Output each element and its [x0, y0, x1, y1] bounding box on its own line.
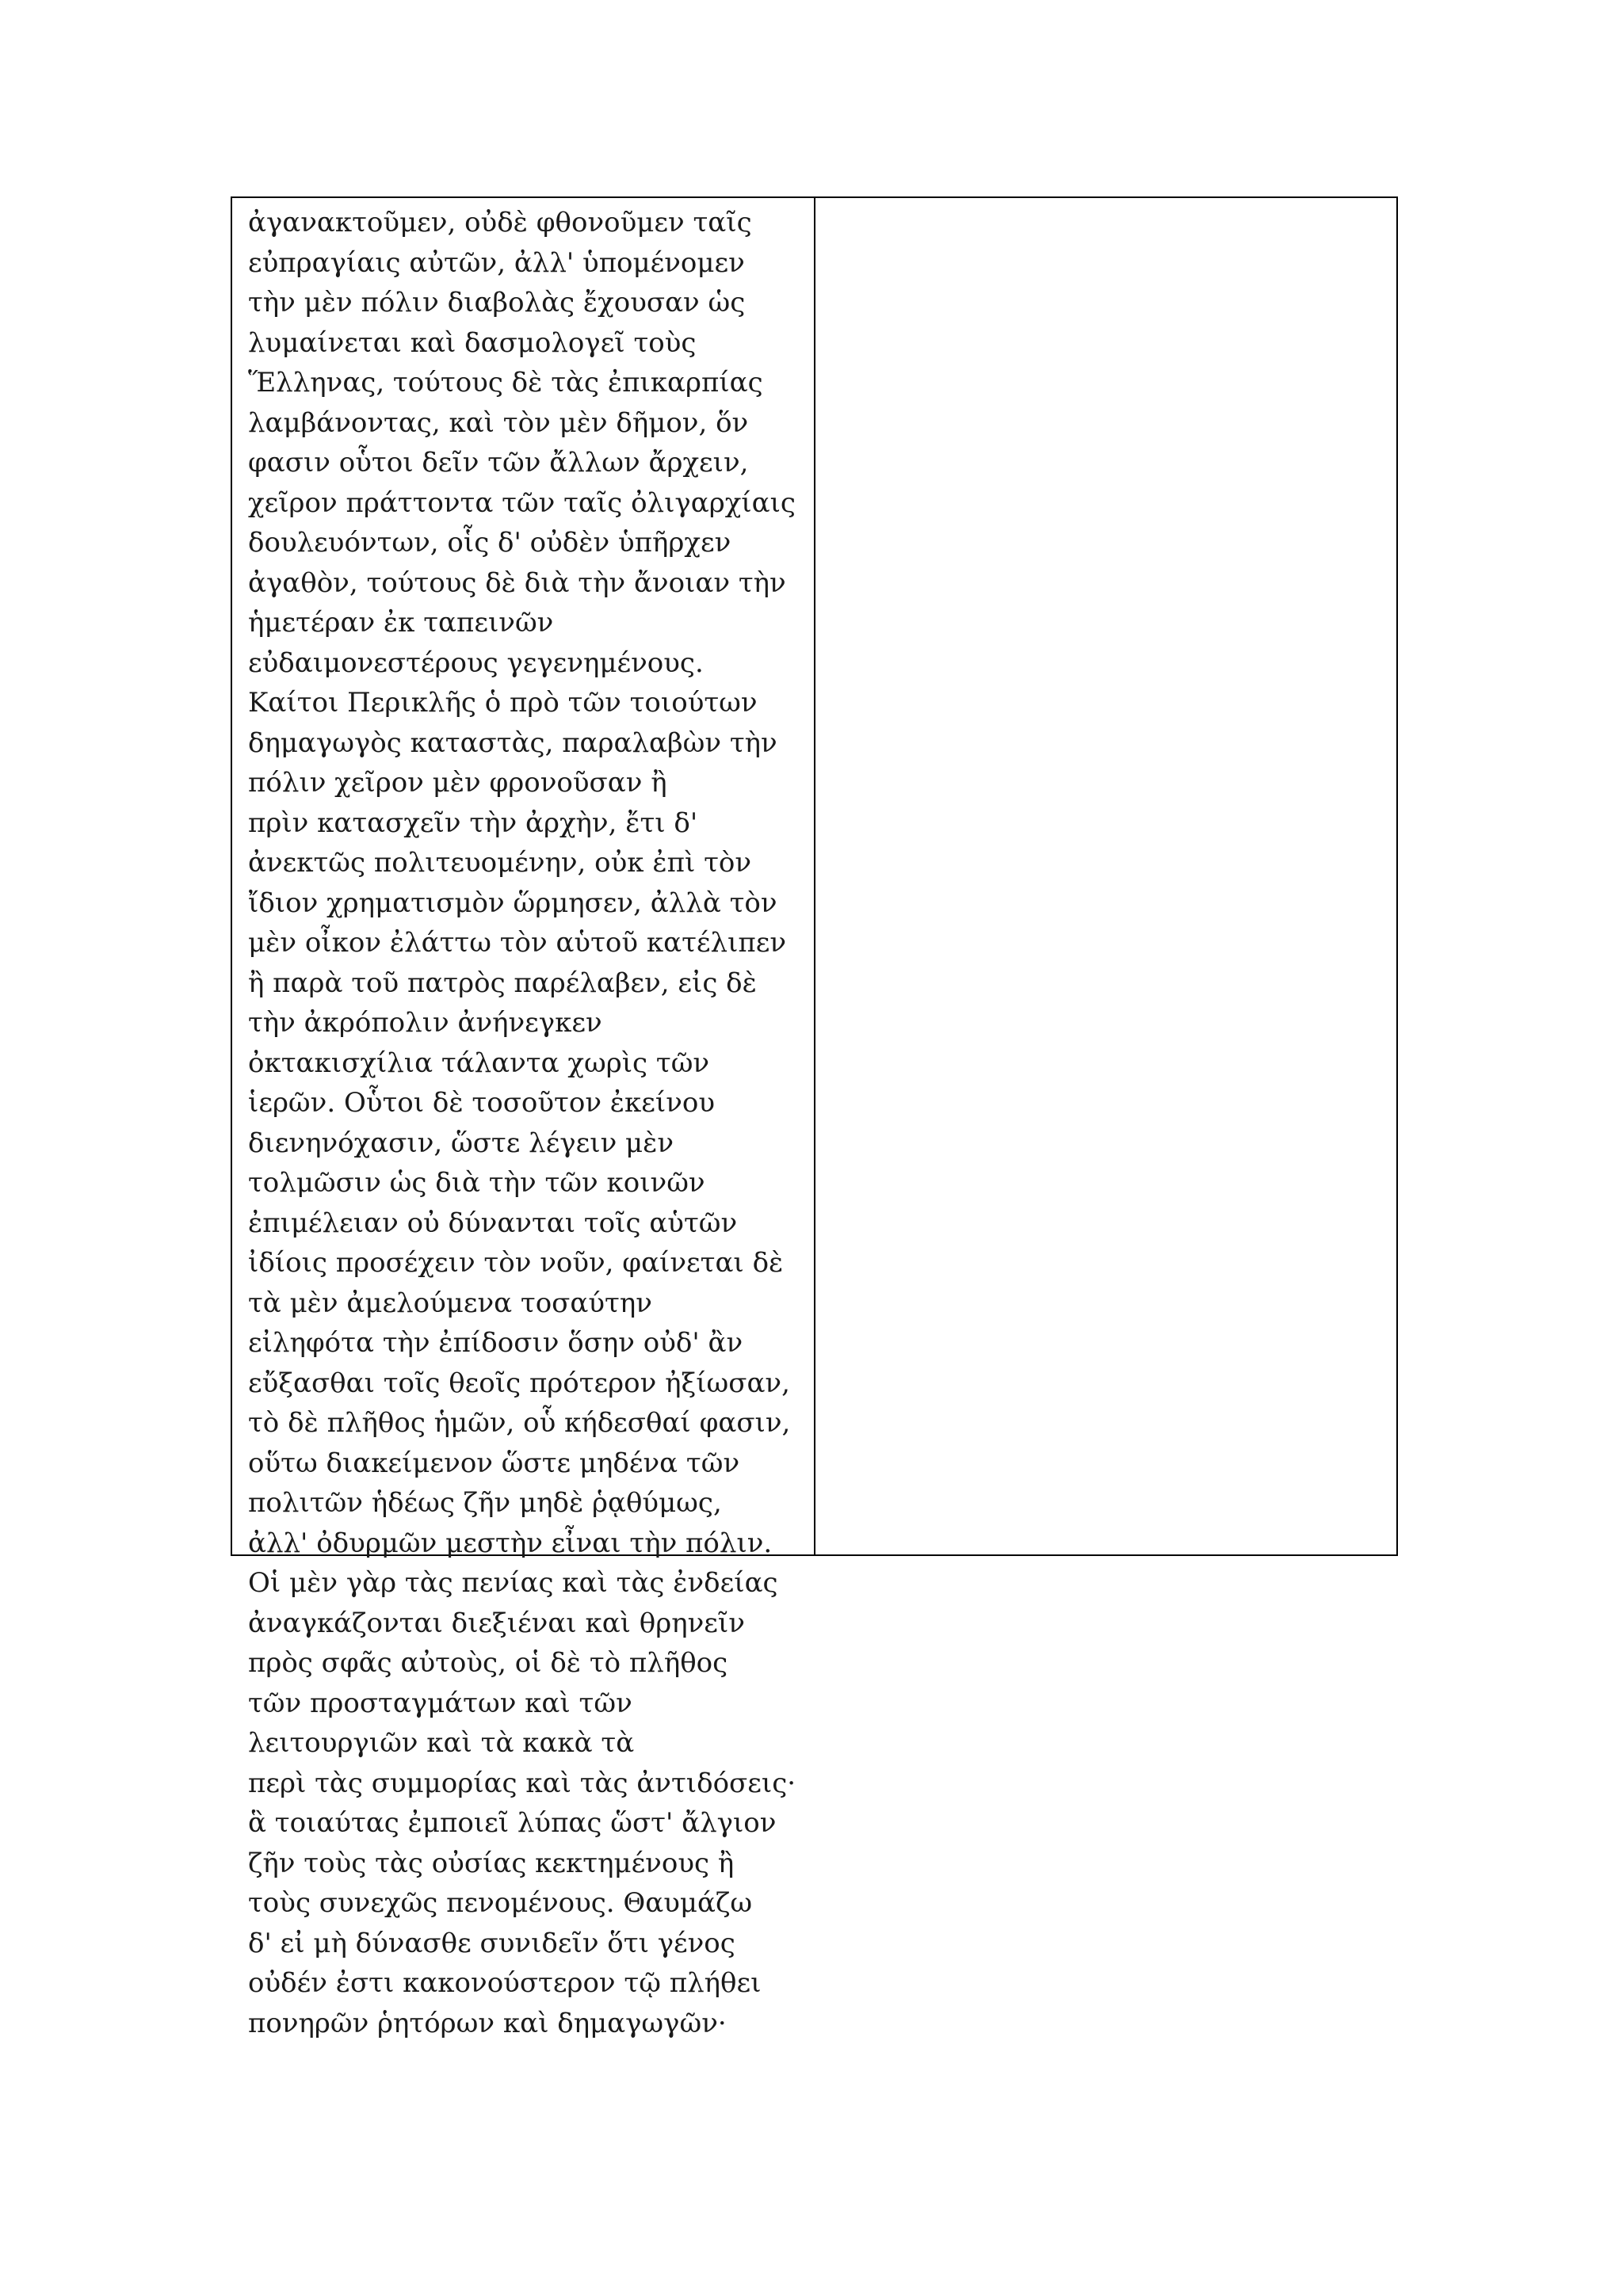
text-line: τὴν ἀκρόπολιν ἀνήνεγκεν	[248, 1007, 602, 1039]
text-line: ἀναγκάζονται διεξιέναι καὶ θρηνεῖν	[248, 1607, 745, 1639]
text-line: οὕτω διακείμενον ὥστε μηδένα τῶν	[248, 1447, 740, 1479]
text-line: τὴν μὲν πόλιν διαβολὰς ἔχουσαν ὡς	[248, 287, 746, 318]
text-line: πονηρῶν ῥητόρων καὶ δημαγωγῶν·	[248, 2007, 727, 2039]
text-line: χεῖρον πράττοντα τῶν ταῖς ὀλιγαρχίαις	[248, 486, 796, 519]
text-table	[231, 196, 1398, 2039]
text-line: τῶν προσταγμάτων καὶ τῶν	[248, 1687, 632, 1719]
text-line: πολιτῶν ἡδέως ζῆν μηδὲ ῥᾳθύμως,	[248, 1487, 722, 1519]
text-line: λειτουργιῶν καὶ τὰ κακὰ τὰ	[248, 1727, 635, 1759]
text-line: ἃ τοιαύτας ἐμποιεῖ λύπας ὥστ' ἄλγιον	[248, 1807, 777, 1839]
translation-cell	[815, 198, 1396, 1554]
text-line: ἱερῶν. Οὗτοι δὲ τοσοῦτον ἐκείνου	[248, 1087, 716, 1119]
text-line: φασιν οὗτοι δεῖν τῶν ἄλλων ἄρχειν,	[248, 447, 749, 479]
text-line: δ' εἰ μὴ δύνασθε συνιδεῖν ὅτι γένος	[248, 1927, 735, 1959]
text-line: εὐδαιμονεστέρους γεγενημένους.	[248, 646, 704, 679]
text-line: ἰδίοις προσέχειν τὸν νοῦν, φαίνεται δὲ	[248, 1247, 784, 1279]
text-line: ἀλλ' ὀδυρμῶν μεστὴν εἶναι τὴν πόλιν.	[248, 1527, 773, 1559]
text-line: ζῆν τοὺς τὰς οὐσίας κεκτημένους ἢ	[248, 1847, 735, 1879]
text-line: μὲν οἶκον ἐλάττω τὸν αὑτοῦ κατέλιπεν	[248, 927, 787, 959]
text-line: εὐπραγίαις αὐτῶν, ἀλλ' ὑπομένομεν	[248, 246, 745, 279]
text-line: ἀγανακτοῦμεν, οὐδὲ φθονοῦμεν ταῖς	[248, 207, 752, 238]
text-line: ἢ παρὰ τοῦ πατρὸς παρέλαβεν, εἰς δὲ	[248, 967, 757, 999]
text-line: διενηνόχασιν, ὥστε λέγειν μὲν	[248, 1127, 674, 1159]
greek-text-cell	[232, 198, 815, 2039]
text-line: περὶ τὰς συμμορίας καὶ τὰς ἀντιδόσεις·	[248, 1767, 796, 1799]
text-line: τὰ μὲν ἀμελούμενα τοσαύτην	[248, 1287, 652, 1319]
text-line: Καίτοι Περικλῆς ὁ πρὸ τῶν τοιούτων	[248, 687, 758, 719]
text-line: πόλιν χεῖρον μὲν φρονοῦσαν ἢ	[248, 767, 667, 799]
text-line: Οἱ μὲν γὰρ τὰς πενίας καὶ τὰς ἐνδείας	[248, 1567, 778, 1599]
text-line: Ἕλληνας, τούτους δὲ τὰς ἐπικαρπίας	[248, 367, 763, 399]
text-line: πρὶν κατασχεῖν τὴν ἀρχὴν, ἔτι δ'	[248, 807, 698, 839]
text-line: ὀκτακισχίλια τάλαντα χωρὶς τῶν	[248, 1047, 710, 1079]
text-line: τολμῶσιν ὡς διὰ τὴν τῶν κοινῶν	[248, 1167, 705, 1199]
text-line: ἴδιον χρηματισμὸν ὥρμησεν, ἀλλὰ τὸν	[248, 887, 777, 919]
text-line: ἀνεκτῶς πολιτευομένην, οὐκ ἐπὶ τὸν	[248, 847, 752, 879]
text-line: τοὺς συνεχῶς πενομένους. Θαυμάζω	[248, 1887, 753, 1919]
text-line: ἡμετέραν ἐκ ταπεινῶν	[248, 607, 554, 639]
text-line: οὐδέν ἐστι κακονούστερον τῷ πλήθει	[248, 1967, 762, 1999]
text-line: τὸ δὲ πλῆθος ἡμῶν, οὗ κήδεσθαί φασιν,	[248, 1407, 791, 1439]
text-line: λυμαίνεται καὶ δασμολογεῖ τοὺς	[248, 326, 697, 359]
text-line: ἀγαθὸν, τούτους δὲ διὰ τὴν ἄνοιαν τὴν	[248, 566, 786, 599]
text-line: δουλευόντων, οἷς δ' οὐδὲν ὑπῆρχεν	[248, 527, 731, 559]
text-line: ἐπιμέλειαν οὐ δύνανται τοῖς αὑτῶν	[248, 1207, 738, 1239]
text-line: λαμβάνοντας, καὶ τὸν μὲν δῆμον, ὅν	[248, 406, 749, 439]
text-line: δημαγωγὸς καταστὰς, παραλαβὼν τὴν	[248, 727, 777, 759]
text-line: εἰληφότα τὴν ἐπίδοσιν ὅσην οὐδ' ἂν	[248, 1327, 743, 1359]
text-line: εὔξασθαι τοῖς θεοῖς πρότερον ἠξίωσαν,	[248, 1367, 790, 1399]
text-line: πρὸς σφᾶς αὐτοὺς, οἱ δὲ τὸ πλῆθος	[248, 1647, 728, 1679]
